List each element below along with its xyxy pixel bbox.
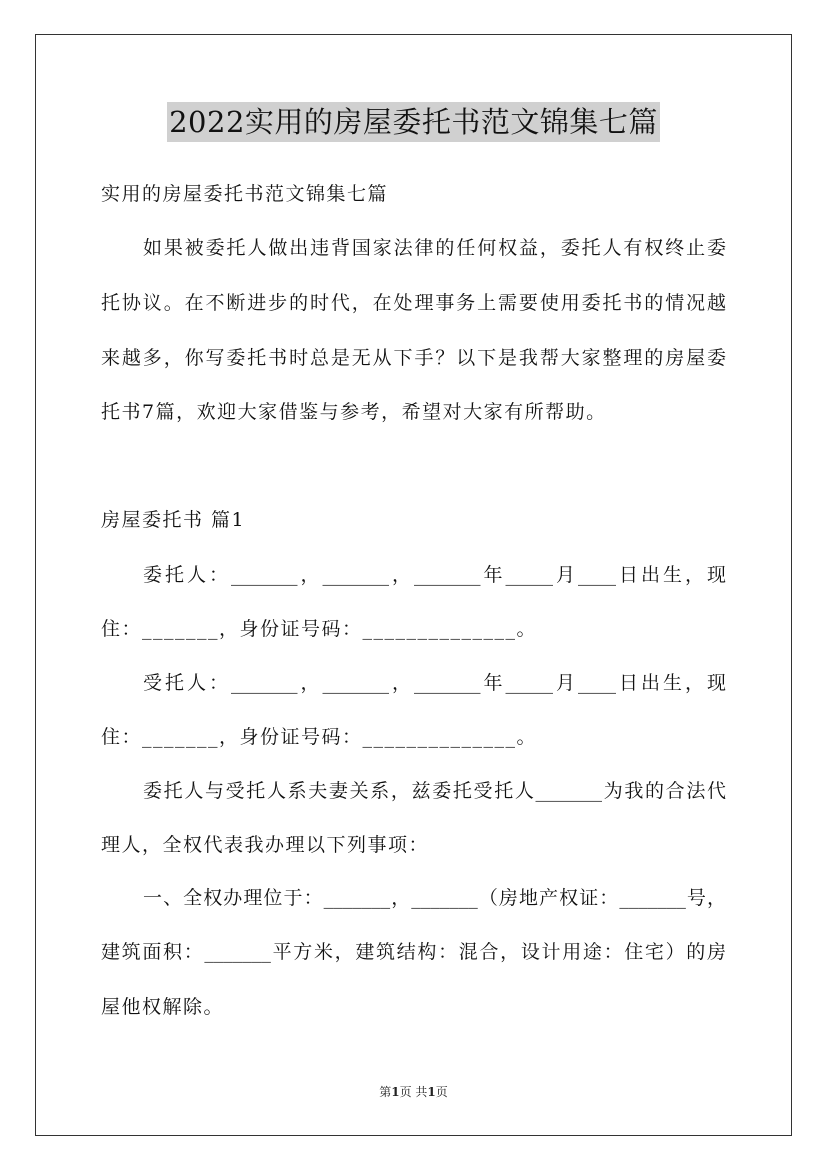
intro-line-2-wrap: [101, 291, 726, 315]
agent-line-1: 受托人：_______，_______，_______年_____月____日出生，现: [143, 672, 726, 694]
footer-mid: 页 共: [399, 1085, 428, 1099]
document-title: 2022实用的房屋委托书范文锦集七篇: [167, 102, 660, 142]
principal-line-1-wrap: [101, 563, 726, 587]
intro-line-1: 如果被委托人做出违背国家法律的任何权益，委托人有权终止委: [143, 237, 726, 259]
item1-line-3: 屋他权解除。: [101, 996, 225, 1018]
intro-paragraph: [101, 236, 726, 260]
intro-line-3: 来越多，你写委托书时总是无从下手？以下是我帮大家整理的房屋委: [101, 347, 726, 369]
title-container: [0, 102, 827, 142]
principal-line-1: 委托人：_______，_______，_______年_____月____日出生，现: [143, 564, 726, 586]
footer-page-total: 1: [427, 1085, 436, 1099]
document-subtitle: 实用的房屋委托书范文锦集七篇: [101, 183, 389, 205]
agent-line-2: 住：_______，身份证号码：______________。: [101, 726, 538, 748]
intro-line-2: 托协议。在不断进步的时代，在处理事务上需要使用委托书的情况越: [101, 292, 726, 314]
footer-prefix: 第: [379, 1085, 392, 1099]
section-heading: 房屋委托书 篇1: [101, 509, 246, 531]
relation-line-2: 理人，全权代表我办理以下列事项：: [101, 834, 430, 856]
page-footer: [0, 1084, 827, 1100]
relation-line-1: 委托人与受托人系夫妻关系，兹委托受托人_______为我的合法代: [143, 780, 726, 802]
principal-line-2: 住：_______，身份证号码：______________。: [101, 618, 538, 640]
item1-line-1-wrap: [101, 886, 726, 910]
footer-page-number: 1: [391, 1085, 400, 1099]
footer-suffix: 页: [435, 1085, 448, 1099]
relation-line-1-wrap: [101, 779, 726, 803]
agent-line-1-wrap: [101, 671, 726, 695]
item1-line-1: 一、全权办理位于：_______，_______（房地产权证：_______号，: [143, 887, 726, 909]
intro-line-4: 托书7篇，欢迎大家借鉴与参考，希望对大家有所帮助。: [101, 401, 607, 423]
intro-line-3-wrap: [101, 346, 726, 370]
item1-line-2-wrap: [101, 940, 726, 964]
item1-line-2: 建筑面积：_______平方米，建筑结构：混合，设计用途：住宅）的房: [101, 941, 726, 963]
